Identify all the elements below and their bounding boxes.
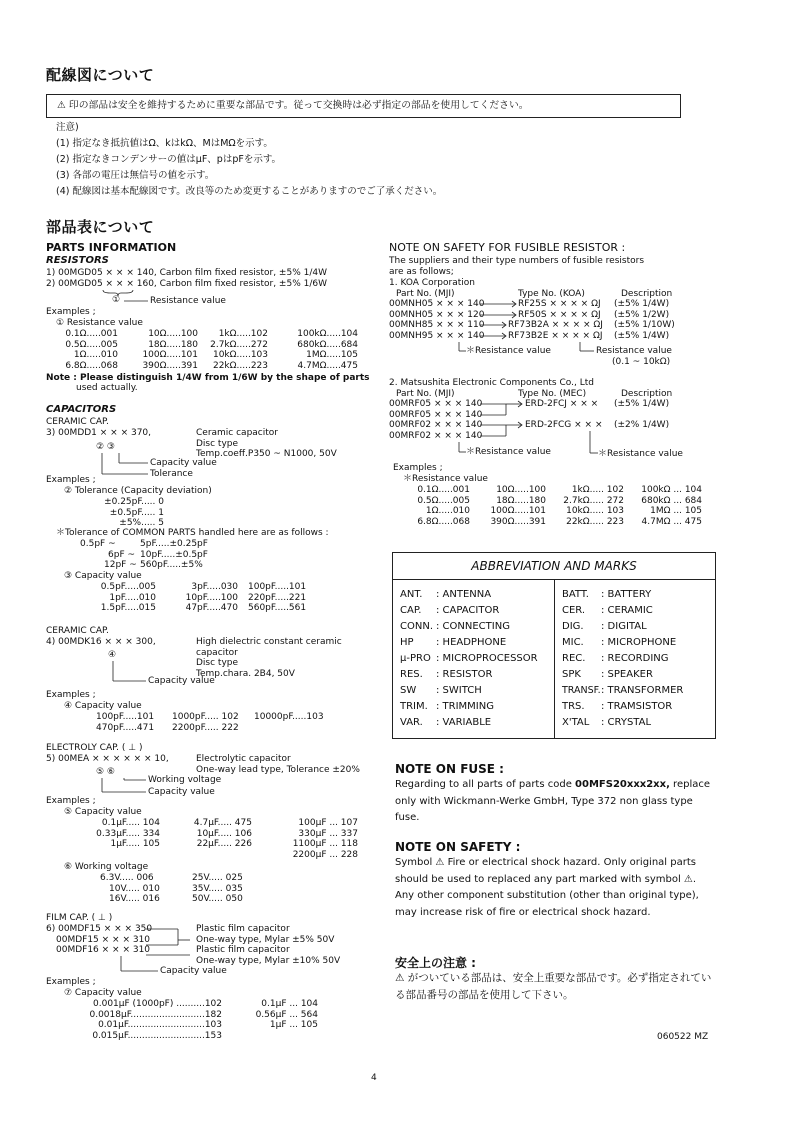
mec-header-desc: Description (621, 389, 673, 399)
cap4-examples: Examples ; (46, 690, 96, 700)
fuse-text: Regarding to all parts of parts code 00MFS20xxx2xx, replace only with Wickmann-Werke GmbH, Type 372 non glass type fuse. (395, 779, 711, 823)
tol-list: ±0.25pF..... 0 ±0.5pF..... 1 ±5%..... 5 (104, 497, 164, 529)
capv-heading: ③ Capacity value (64, 571, 142, 581)
electroly-capv-table: 0.1μF..... 104 4.7μF..... 475 100μF ... 107 0.33μF..... 334 10μF..... 106 330μF ... 337 1μF..... 105 22μF..... 226 1100μF ... 118 2200μF ... 228 (96, 818, 358, 860)
koa-header-type: Type No. (KOA) (518, 289, 585, 299)
abbreviation-title: ABBREVIATION AND MARKS (392, 552, 716, 580)
mec-label: 2. Matsushita Electronic Components Co., Ltd (389, 378, 594, 388)
mec-arrows (0, 0, 1, 1)
note-1: (1) 指定なき抵抗値はΩ、kはkΩ、MはMΩを示す。 (56, 138, 273, 149)
safety-jp-heading: 安全上の注意 : (395, 956, 476, 970)
safety-jp-text: ⚠ がついている部品は、安全上重要な部品です。必ず指定されている部品番号の部品を使用して下さい。 (395, 972, 712, 1001)
film-examples: Examples ; (46, 977, 96, 987)
koa-res-label: ＊Resistance value (466, 346, 551, 356)
koa-parts: 00MNH05 × × × 140 00MNH05 × × × 120 00MNH85 × × × 110 00MNH95 × × × 140 (389, 299, 485, 341)
electroly-line-5: 5) 00MEA × × × × × × 10, (46, 754, 169, 764)
warning-text: ⚠ 印の部品は安全を維持するために重要な部品です。従って交換時は必ず指定の部品を使用してください。 (57, 100, 529, 111)
koa-range: (0.1 ~ 10kΩ) (612, 357, 671, 367)
parts-info-heading: PARTS INFORMATION (46, 241, 177, 254)
cv-label: Capacity value (148, 787, 215, 797)
note-3: (3) 各部の電圧は無信号の値を示す。 (56, 170, 215, 181)
ceramic-desc-4: High dielectric constant ceramic capacitor Disc type Temp.chara. 2B4, 50V (196, 637, 342, 679)
film-cv-label: Capacity value (160, 966, 227, 976)
tol-heading: ② Tolerance (Capacity deviation) (64, 486, 212, 496)
wv-table: 6.3V..... 006 25V..... 025 10V..... 010 35V..... 035 16V..... 016 50V..... 050 (100, 873, 243, 905)
koa-label: 1. KOA Corporation (389, 278, 475, 288)
mec-desc-1: (±5% 1/4W) (614, 399, 670, 409)
ceramic-marks: ② ③ (96, 442, 115, 452)
koa-desc: (±5% 1/4W) (±5% 1/2W) (±5% 1/10W) (±5% 1/4W) (614, 299, 675, 341)
note-4: (4) 配線図は基本配線図です。改良等のため変更することがありますのでご了承ください。 (56, 186, 443, 197)
tolerance-label: Tolerance (150, 469, 193, 479)
title-parts: 部品表について (46, 218, 155, 236)
page-number: 4 (371, 1073, 377, 1083)
abbreviation-right: BATT. : BATTERY CER. : CERAMIC DIG. : DIGITAL MIC. : MICROPHONE REC. : RECORDING SPK : SPEAKER TRANSF.: TRANSFORMER TRS. : TRAMSISTOR X'TAL : CRYSTAL (562, 589, 684, 728)
resistor-marker: ① (112, 295, 121, 305)
cap-value-label: Capacity value (150, 458, 217, 468)
notes-label: 注意) (56, 122, 79, 133)
ceramic-line-3: 3) 00MDD1 × × × 370, (46, 428, 152, 438)
electroly-desc: Electrolytic capacitor One-way lead type, Tolerance ±20% (196, 754, 360, 775)
notes-list (56, 136, 442, 200)
common-note: ＊Tolerance of COMMON PARTS handled here are as follows : (56, 528, 329, 538)
electroly-capv-heading: ⑤ Capacity value (64, 807, 142, 817)
film-lines: 6) 00MDF15 × × × 350 00MDF15 × × × 310 00MDF16 × × × 310 (46, 924, 153, 956)
electroly-examples: Examples ; (46, 796, 96, 806)
ceramic-label: CERAMIC CAP. (46, 417, 109, 427)
ceramic-desc-3: Ceramic capacitor Disc type Temp.coeff.P350 ~ N1000, 50V (196, 428, 337, 460)
ceramic2-label: CERAMIC CAP. (46, 626, 109, 636)
resistor-marker-label: Resistance value (150, 296, 226, 306)
mec-parts: 00MRF05 × × × 140 00MRF05 × × × 140 00MRF02 × × × 140 00MRF02 × × × 140 (389, 399, 483, 441)
resistor-line-2: 2) 00MGD05 × × × 160, Carbon film fixed resistor, ±5% 1/6W (46, 279, 327, 289)
electroly-marks: ⑤ ⑥ (96, 767, 115, 777)
resistors-heading: RESISTORS (46, 255, 109, 266)
mec-res-label: ＊Resistance value (466, 447, 551, 457)
film-capv-table: 0.001μF (1000pF) ..........102 0.1μF ... 104 0.0018μF..........................182 0.56μF ... 564 0.01μF...........................103 1μF ... 105 0.015μF...........................153 (89, 999, 318, 1041)
abbreviation-left: ANT. : ANTENNA CAP. : CAPACITOR CONN. : CONNECTING HP : HEADPHONE μ-PRO : MICROPROCESSOR RES. : RESISTOR SW : SWITCH TRIM. : TRIMMING VAR. : VARIABLE (400, 589, 538, 728)
cap4-label: Capacity value (148, 676, 215, 686)
capv4-heading: ④ Capacity value (64, 701, 142, 711)
fuse-heading: NOTE ON FUSE : (395, 762, 504, 776)
resistor-ex-label: ① Resistance value (56, 318, 143, 328)
ceramic-line-4: 4) 00MDK16 × × × 300, (46, 637, 156, 647)
koa-types: RF25S × × × × ΩJ RF50S × × × × ΩJ RF73B2A × × × × ΩJ RF73B2E × × × × ΩJ (508, 299, 603, 341)
resistor-examples: Examples ; (46, 307, 96, 317)
mec-res-label2: ＊Resistance value (598, 449, 683, 459)
abbreviation-divider (554, 579, 555, 738)
safety-text: Symbol ⚠ Fire or electrical shock hazard. Only original parts should be used to replaced any part marked with symbol ⚠. Any other component substitution (other than original type), may increase risk of fire or electrical shock hazard. (395, 857, 699, 918)
koa-res-label2: Resistance value (596, 346, 672, 356)
warning-box (46, 94, 681, 118)
resistor-note-1: Note : Please distinguish 1/4W from 1/6W by the shape of parts (46, 373, 370, 383)
film-desc: Plastic film capacitor One-way type, Mylar ±5% 50V Plastic film capacitor One-way type, Mylar ±10% 50V (196, 924, 341, 966)
fusible-heading: NOTE ON SAFETY FOR FUSIBLE RESISTOR : (389, 241, 626, 254)
abbreviation-table (392, 579, 716, 739)
cap-examples: Examples ; (46, 475, 96, 485)
capv-table: 0.5pF.....005 3pF.....030 100pF.....101 1pF.....010 10pF.....100 220pF.....221 1.5pF.....015 47pF.....470 560pF.....561 (100, 582, 307, 614)
note-2: (2) 指定なきコンデンサーの値はμF、pはpFを示す。 (56, 154, 282, 165)
mec-header-type: Type No. (MEC) (518, 389, 587, 399)
mec-header-part: Part No. (MJI) (396, 389, 455, 399)
mec-desc-2: (±2% 1/4W) (614, 420, 670, 430)
title-wiring: 配線図について (46, 66, 155, 84)
resistor-line-1: 1) 00MGD05 × × × 140, Carbon film fixed resistor, ±5% 1/4W (46, 268, 327, 278)
mec-type-1: ERD-2FCJ × × × (525, 399, 599, 409)
koa-header-desc: Description (621, 289, 673, 299)
wv-heading: ⑥ Working voltage (64, 862, 149, 872)
mec-type-2: ERD-2FCG × × × (525, 420, 603, 430)
capv4-table: 100pF.....101 1000pF..... 102 10000pF.....103 470pF.....471 2200pF..... 222 (96, 712, 324, 733)
doc-code: 060522 MZ (657, 1032, 709, 1042)
film-label: FILM CAP. ( ⊥ ) (46, 913, 113, 923)
film-capv-heading: ⑦ Capacity value (64, 988, 142, 998)
resistor-note-2: used actually. (76, 383, 138, 393)
mark-4: ④ (108, 650, 117, 660)
common-list: 0.5pF ~ 5pF.....±0.25pF 6pF ~ 10pF.....±0.5pF 12pF ~ 560pF.....±5% (80, 539, 208, 571)
fusible-ex-res: ＊Resistance value (403, 474, 488, 484)
electroly-label: ELECTROLY CAP. ( ⊥ ) (46, 743, 143, 753)
resistor-table: 0.1Ω.....001 10Ω.....100 1kΩ.....102 100kΩ.....104 0.5Ω.....005 18Ω.....180 2.7kΩ.....272 680kΩ.....684 1Ω.....010 100Ω.....101 10kΩ.....103 1MΩ.....105 6.8Ω.....068 390Ω.....391 22kΩ.....223 4.7MΩ.....475 (65, 329, 358, 371)
fusible-ex-table: 0.1Ω.....001 10Ω.....100 1kΩ..... 102 100kΩ ... 104 0.5Ω.....005 18Ω.....180 2.7kΩ..... 272 680kΩ ... 684 1Ω.....010 100Ω.....101 10kΩ..... 103 1MΩ ... 105 6.8Ω.....068 390Ω.....391 22kΩ..... 223 4.7MΩ ... 475 (417, 485, 702, 527)
capacitors-heading: CAPACITORS (46, 404, 117, 415)
wv-label: Working voltage (148, 775, 222, 785)
koa-header-part: Part No. (MJI) (396, 289, 455, 299)
safety-heading: NOTE ON SAFETY : (395, 840, 521, 854)
fusible-examples: Examples ; (393, 463, 443, 473)
fusible-intro: The suppliers and their type numbers of fusible resistors are as follows; (389, 256, 645, 277)
